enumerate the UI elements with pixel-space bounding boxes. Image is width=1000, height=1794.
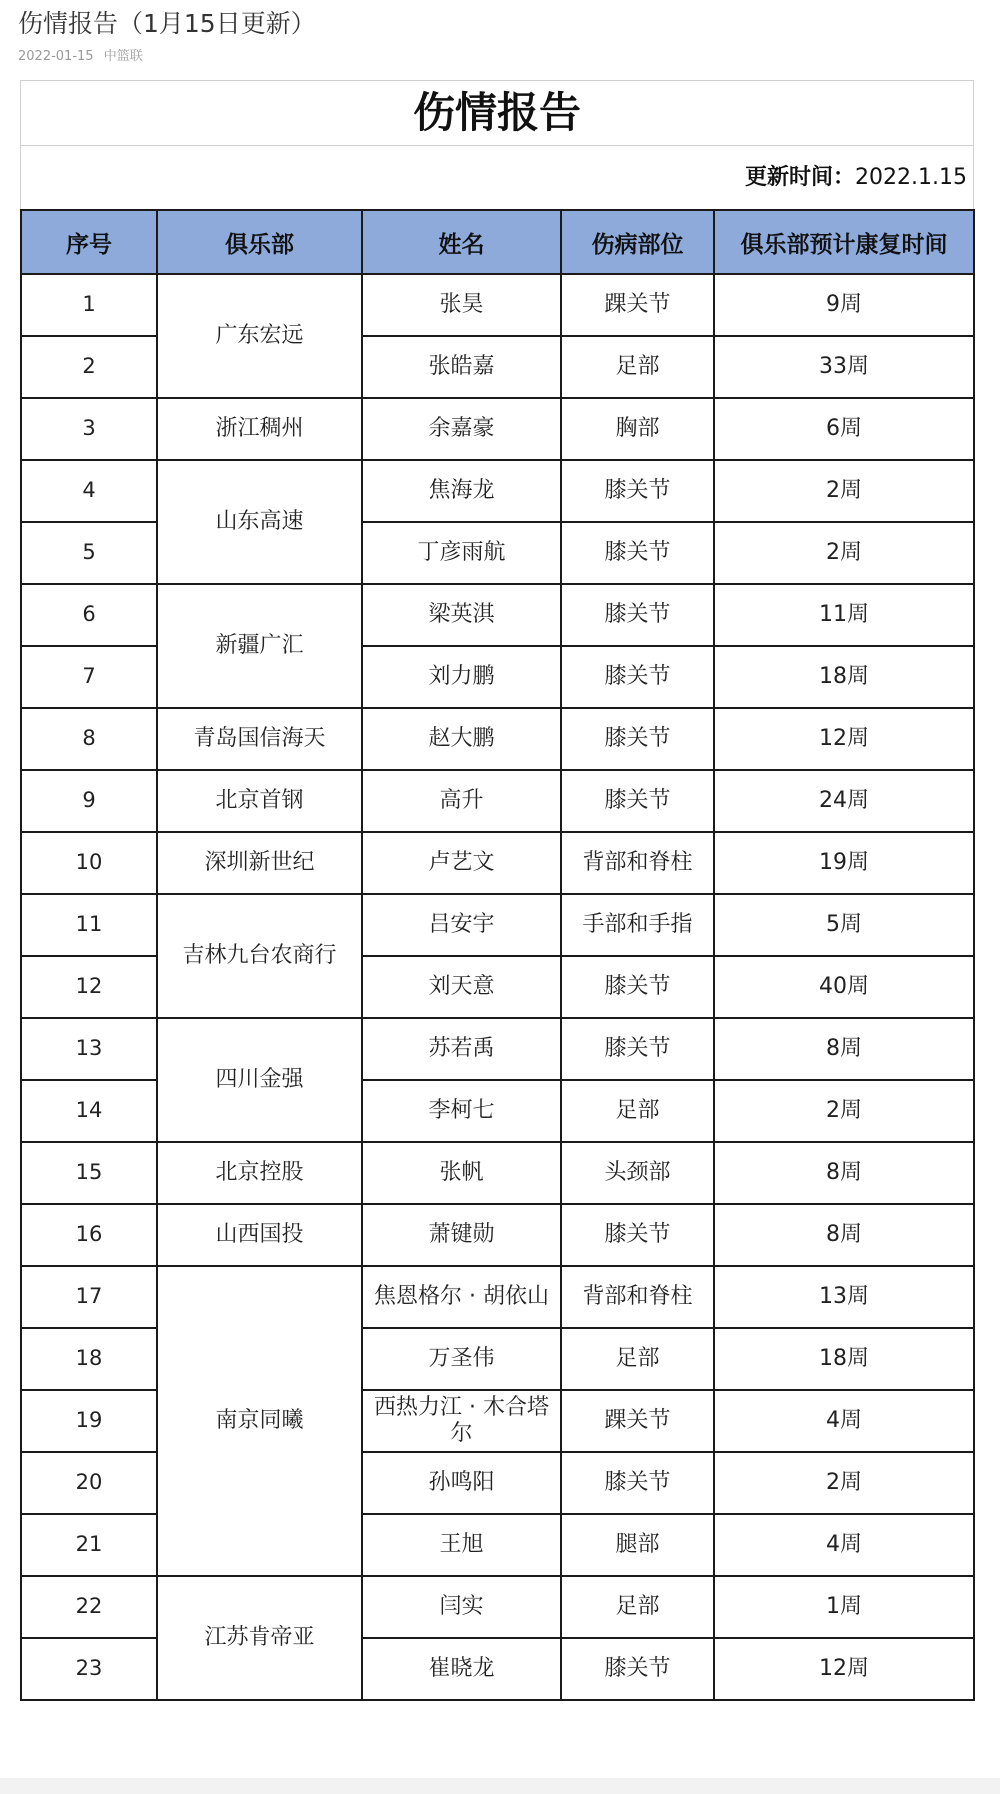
table-row [21,1576,974,1638]
cell-recovery-time: 11周 [714,584,974,646]
cell-injury-part: 膝关节 [561,1204,714,1266]
header-recovery-time: 俱乐部预计康复时间 [714,210,974,274]
page-bottom-band [0,1778,1000,1794]
table-row [21,1204,974,1266]
cell-injury-part: 胸部 [561,398,714,460]
update-time [21,146,973,210]
article-source[interactable]: 中篮联 [103,49,143,64]
cell-no: 8 [21,708,157,770]
cell-injury-part: 膝关节 [561,460,714,522]
cell-no: 17 [21,1266,157,1328]
cell-name: 刘力鹏 [362,646,561,708]
cell-name: 丁彦雨航 [362,522,561,584]
header-no: 序号 [21,210,157,274]
header-club: 俱乐部 [157,210,362,274]
cell-no: 10 [21,832,157,894]
cell-recovery-time: 8周 [714,1018,974,1080]
cell-name: 余嘉豪 [362,398,561,460]
cell-club: 深圳新世纪 [157,832,362,894]
cell-no: 11 [21,894,157,956]
cell-injury-part: 膝关节 [561,956,714,1018]
article-meta [18,45,143,64]
cell-recovery-time: 13周 [714,1266,974,1328]
cell-injury-part: 足部 [561,336,714,398]
cell-no: 1 [21,274,157,336]
cell-recovery-time: 40周 [714,956,974,1018]
cell-name: 万圣伟 [362,1328,561,1390]
table-row [21,1266,974,1328]
cell-name: 吕安宇 [362,894,561,956]
cell-club: 山西国投 [157,1204,362,1266]
cell-no: 12 [21,956,157,1018]
cell-recovery-time: 2周 [714,460,974,522]
cell-recovery-time: 4周 [714,1390,974,1452]
cell-name: 刘天意 [362,956,561,1018]
report-title: 伤情报告 [21,81,973,146]
table-row [21,1018,974,1080]
cell-recovery-time: 12周 [714,1638,974,1700]
cell-name: 张帆 [362,1142,561,1204]
cell-recovery-time: 2周 [714,522,974,584]
cell-name: 焦恩格尔 · 胡依山 [362,1266,561,1328]
cell-club: 四川金强 [157,1018,362,1142]
cell-recovery-time: 18周 [714,646,974,708]
cell-recovery-time: 33周 [714,336,974,398]
cell-name: 张昊 [362,274,561,336]
cell-injury-part: 头颈部 [561,1142,714,1204]
cell-name: 赵大鹏 [362,708,561,770]
cell-club: 吉林九台农商行 [157,894,362,1018]
header-injury-part: 伤病部位 [561,210,714,274]
cell-no: 2 [21,336,157,398]
cell-injury-part: 腿部 [561,1514,714,1576]
cell-injury-part: 手部和手指 [561,894,714,956]
cell-injury-part: 背部和脊柱 [561,832,714,894]
table-header-row [21,210,974,274]
cell-club: 山东高速 [157,460,362,584]
article-date: 2022-01-15 [18,49,94,64]
cell-name: 王旭 [362,1514,561,1576]
cell-name: 苏若禹 [362,1018,561,1080]
cell-no: 13 [21,1018,157,1080]
cell-injury-part: 背部和脊柱 [561,1266,714,1328]
cell-club: 江苏肯帝亚 [157,1576,362,1700]
cell-name: 萧键勋 [362,1204,561,1266]
header-name: 姓名 [362,210,561,274]
cell-club: 北京首钢 [157,770,362,832]
report-header [20,80,974,210]
cell-no: 21 [21,1514,157,1576]
cell-club: 青岛国信海天 [157,708,362,770]
cell-recovery-time: 4周 [714,1514,974,1576]
update-value: 2022.1.15 [855,165,967,190]
cell-injury-part: 膝关节 [561,522,714,584]
cell-no: 4 [21,460,157,522]
cell-recovery-time: 1周 [714,1576,974,1638]
cell-name: 西热力江 · 木合塔尔 [362,1390,561,1452]
injury-table [20,209,975,1701]
cell-recovery-time: 9周 [714,274,974,336]
cell-name: 卢艺文 [362,832,561,894]
table-row [21,770,974,832]
article-title: 伤情报告（1月15日更新） [18,9,316,38]
cell-no: 18 [21,1328,157,1390]
cell-injury-part: 膝关节 [561,770,714,832]
update-label: 更新时间： [745,165,856,190]
cell-no: 23 [21,1638,157,1700]
cell-no: 14 [21,1080,157,1142]
cell-recovery-time: 18周 [714,1328,974,1390]
cell-injury-part: 膝关节 [561,708,714,770]
cell-recovery-time: 2周 [714,1080,974,1142]
cell-name: 闫实 [362,1576,561,1638]
cell-club: 广东宏远 [157,274,362,398]
cell-injury-part: 踝关节 [561,274,714,336]
cell-recovery-time: 8周 [714,1204,974,1266]
table-row [21,1142,974,1204]
table-row [21,708,974,770]
table-row [21,832,974,894]
cell-club: 新疆广汇 [157,584,362,708]
cell-recovery-time: 12周 [714,708,974,770]
cell-no: 20 [21,1452,157,1514]
table-body [21,274,974,1700]
cell-no: 16 [21,1204,157,1266]
cell-name: 崔晓龙 [362,1638,561,1700]
cell-name: 张皓嘉 [362,336,561,398]
table-row [21,584,974,646]
cell-no: 15 [21,1142,157,1204]
cell-injury-part: 膝关节 [561,1018,714,1080]
cell-no: 3 [21,398,157,460]
cell-no: 22 [21,1576,157,1638]
cell-injury-part: 足部 [561,1080,714,1142]
cell-no: 19 [21,1390,157,1452]
cell-recovery-time: 5周 [714,894,974,956]
cell-name: 孙鸣阳 [362,1452,561,1514]
cell-club: 南京同曦 [157,1266,362,1576]
cell-no: 9 [21,770,157,832]
cell-no: 6 [21,584,157,646]
cell-recovery-time: 19周 [714,832,974,894]
cell-recovery-time: 8周 [714,1142,974,1204]
table-row [21,894,974,956]
cell-injury-part: 足部 [561,1576,714,1638]
cell-no: 7 [21,646,157,708]
cell-injury-part: 膝关节 [561,1452,714,1514]
cell-name: 焦海龙 [362,460,561,522]
cell-name: 李柯七 [362,1080,561,1142]
cell-no: 5 [21,522,157,584]
cell-injury-part: 膝关节 [561,584,714,646]
table-row [21,274,974,336]
cell-name: 高升 [362,770,561,832]
cell-injury-part: 膝关节 [561,646,714,708]
cell-injury-part: 踝关节 [561,1390,714,1452]
table-row [21,460,974,522]
cell-club: 北京控股 [157,1142,362,1204]
cell-recovery-time: 2周 [714,1452,974,1514]
cell-club: 浙江稠州 [157,398,362,460]
cell-injury-part: 足部 [561,1328,714,1390]
table-row [21,398,974,460]
cell-name: 梁英淇 [362,584,561,646]
cell-recovery-time: 6周 [714,398,974,460]
cell-recovery-time: 24周 [714,770,974,832]
cell-injury-part: 膝关节 [561,1638,714,1700]
